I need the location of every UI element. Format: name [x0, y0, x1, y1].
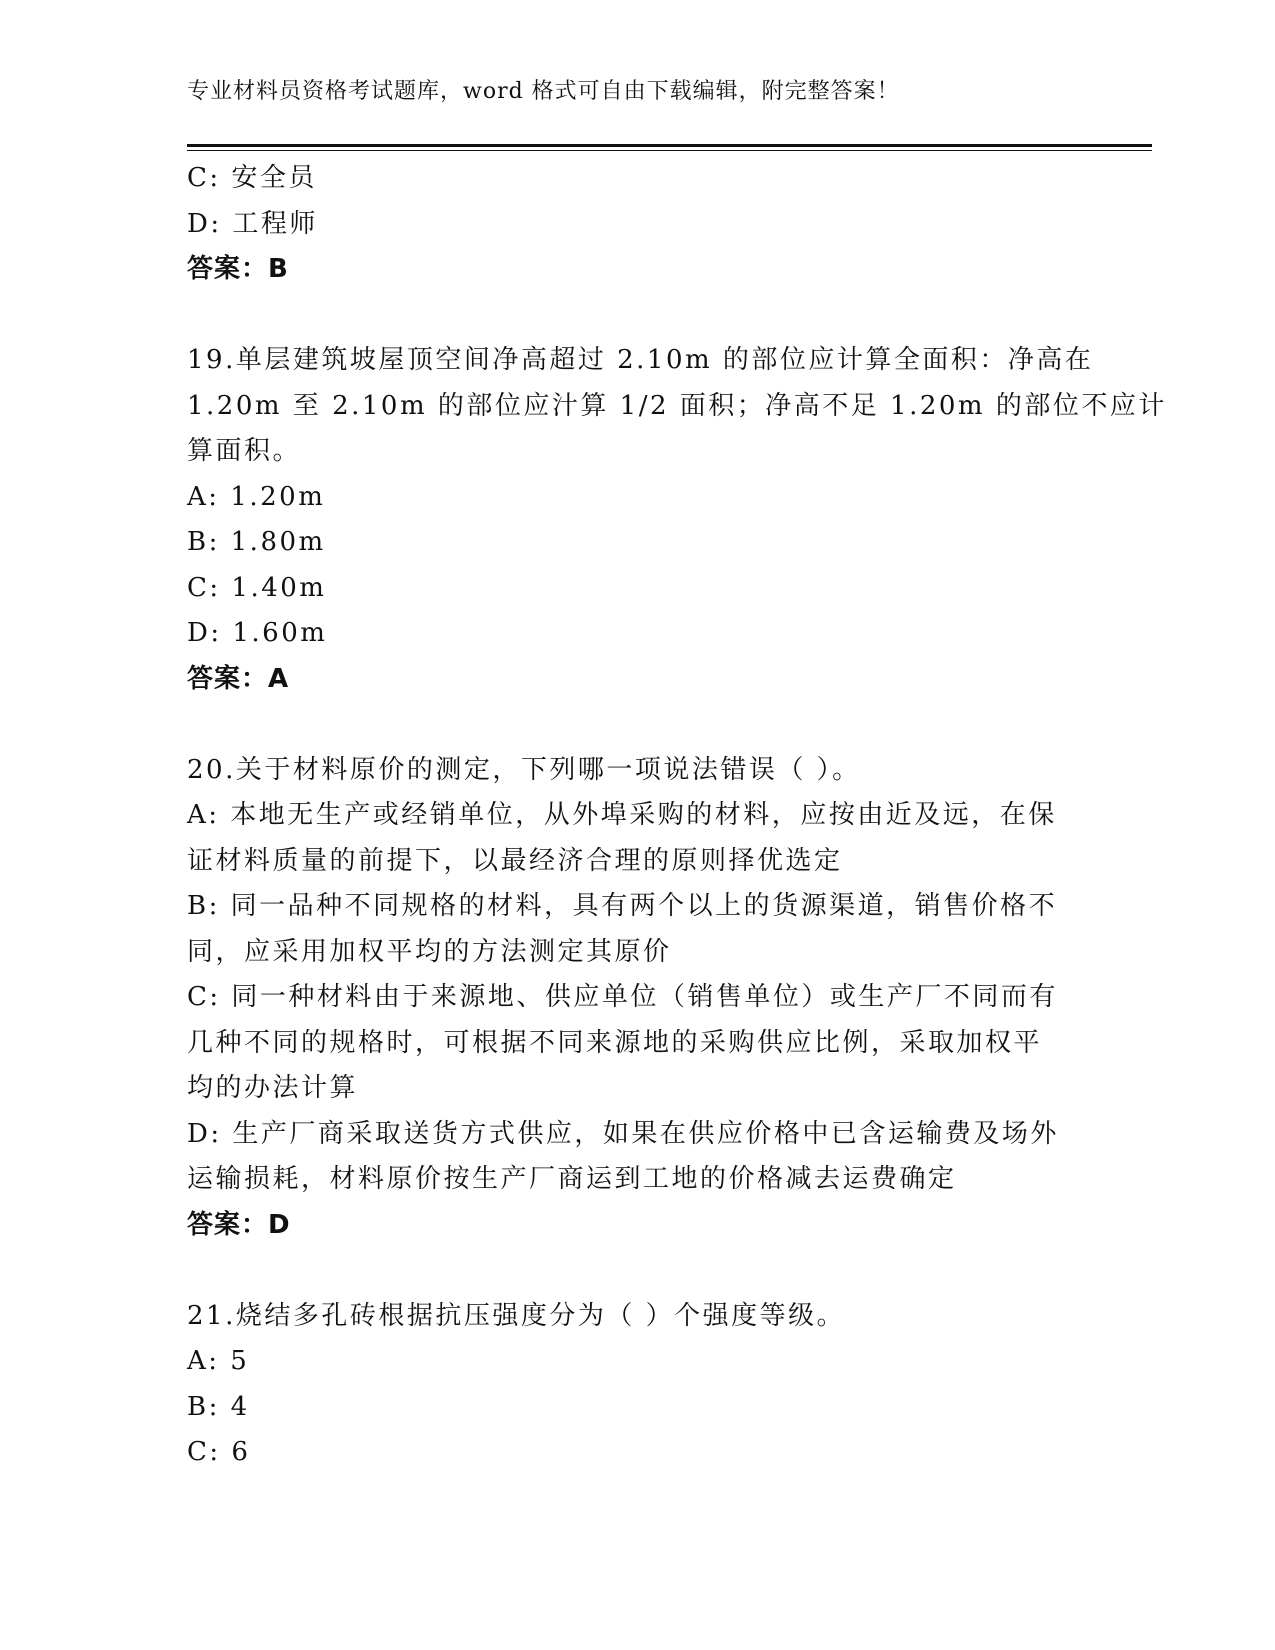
question-stem-line: 1.20m 至 2.10m 的部位应汁算 1/2 面积；净高不足 1.20m 的部位不应计	[187, 390, 1167, 421]
option-line: B: 1.80m	[187, 527, 326, 557]
option-line: A: 5	[187, 1346, 250, 1376]
page-header: 专业材料员资格考试题库，word 格式可自由下载编辑，附完整答案！	[187, 79, 900, 104]
option-line: D: 生产厂商采取送货方式供应，如果在供应价格中已含运输费及场外	[187, 1118, 1059, 1149]
spacer	[187, 293, 1087, 339]
question-content	[187, 156, 1167, 1476]
question-block-20	[187, 748, 1087, 1249]
option-line: C: 1.40m	[187, 572, 327, 603]
question-stem-line: 算面积。	[187, 436, 302, 466]
option-line: C: 6	[187, 1437, 251, 1467]
answer-line: 答案：B	[187, 254, 289, 284]
answer-line: 答案：A	[187, 663, 290, 694]
answer-line: 答案：D	[187, 1209, 291, 1240]
question-block-19	[187, 338, 1167, 702]
option-line: A: 本地无生产或经销单位，从外埠采购的材料，应按由近及远，在保	[187, 800, 1057, 830]
option-line: B: 4	[187, 1391, 250, 1422]
option-line: D: 工程师	[187, 208, 318, 239]
header-rule	[187, 144, 1152, 147]
question-stem-line: 19.单层建筑坡屋顶空间净高超过 2.10m 的部位应计算全面积：净高在	[187, 345, 1094, 375]
question-stem-line: 21.烧结多孔砖根据抗压强度分为（ ）个强度等级。	[187, 1300, 846, 1331]
question-stem-line: 20.关于材料原价的测定，下列哪一项说法错误（ ）。	[187, 754, 861, 785]
option-line: 几种不同的规格时，可根据不同来源地的采购供应比例，采取加权平	[187, 1027, 1043, 1058]
option-line: 证材料质量的前提下，以最经济合理的原则择优选定	[187, 845, 843, 876]
spacer	[187, 702, 1087, 748]
option-line: D: 1.60m	[187, 618, 328, 648]
header-rule-thin	[187, 150, 1152, 151]
spacer	[187, 1248, 1087, 1294]
option-line: 运输损耗，材料原价按生产厂商运到工地的价格减去运费确定	[187, 1164, 957, 1194]
option-line: A: 1.20m	[187, 481, 326, 512]
question-block-18	[187, 156, 1087, 293]
option-line: C: 安全员	[187, 163, 317, 193]
option-line: B: 同一品种不同规格的材料，具有两个以上的货源渠道，销售价格不	[187, 891, 1058, 921]
option-line: C: 同一种材料由于来源地、供应单位（销售单位）或生产厂不同而有	[187, 982, 1058, 1012]
question-block-21	[187, 1294, 1087, 1476]
option-line: 同，应采用加权平均的方法测定其原价	[187, 936, 672, 967]
option-line: 均的办法计算	[187, 1073, 359, 1103]
